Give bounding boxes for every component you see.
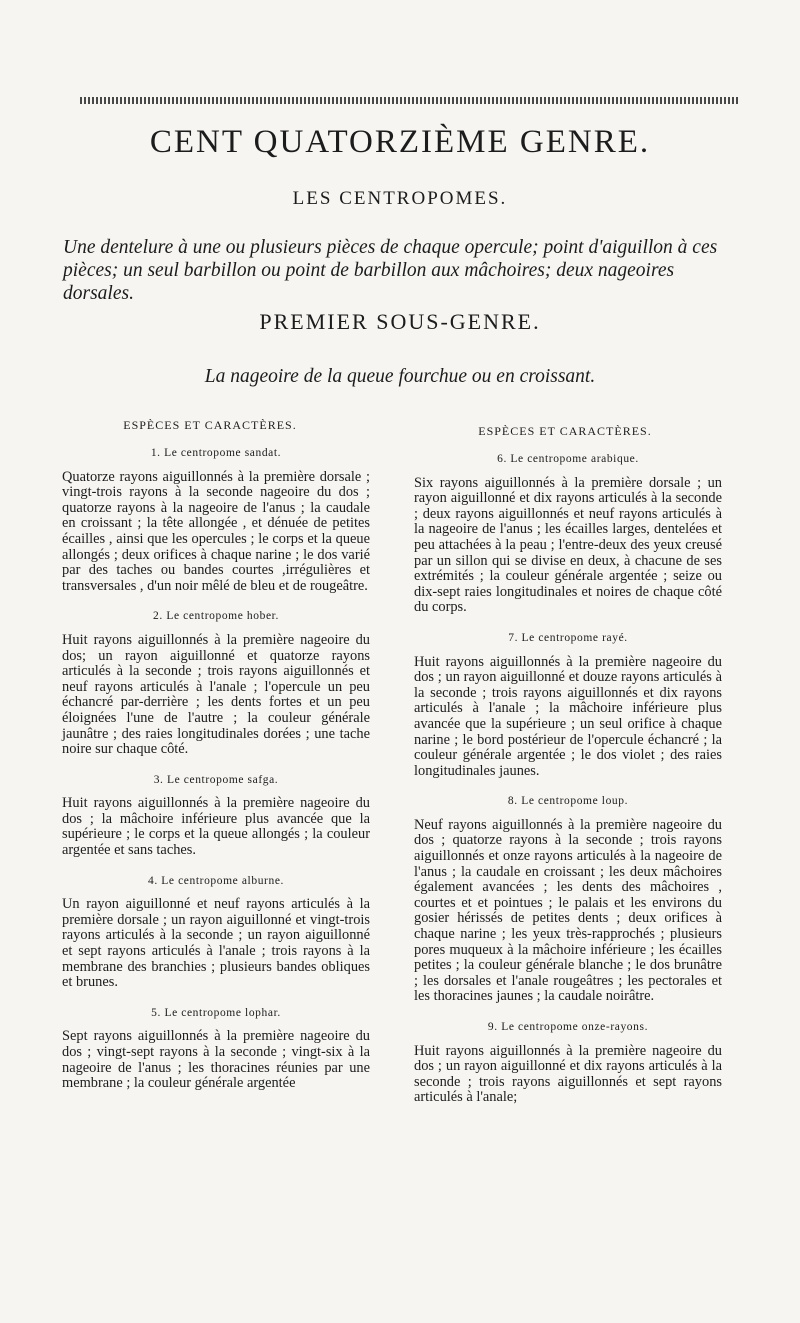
species-title: 7. Le centropome rayé.	[508, 631, 628, 644]
species-title: 4. Le centropome alburne.	[147, 874, 285, 887]
right-column-heading: ESPÈCES ET CARACTÈRES.	[478, 424, 652, 438]
left-column-heading: ESPÈCES ET CARACTÈRES.	[123, 418, 297, 432]
species-description: Un rayon aiguillonné et neuf rayons articulés à la première dorsale ; un rayon aiguillonné et vingt-trois rayons articulés à la seconde ; un rayon aiguillonné et sept rayons articulés à l'anale ; trois rayons à la membrane des branchies ; plusieurs bandes obliques et brunes.	[62, 896, 370, 991]
species-entry	[414, 794, 722, 1005]
species-title: 6. Le centropome arabique.	[497, 453, 639, 465]
species-entry	[62, 1006, 370, 1092]
species-entry	[62, 609, 370, 757]
species-title: 8. Le centropome loup.	[507, 795, 629, 808]
genus-title: LES CENTROPOMES.	[292, 188, 508, 209]
right-species-column	[414, 452, 722, 1121]
species-entry	[62, 874, 370, 991]
species-entry	[62, 773, 370, 859]
subgenus-definition: La nageoire de la queue fourchue ou en croissant.	[204, 366, 596, 387]
species-description: Huit rayons aiguillonnés à la première nageoire du dos; un rayon aiguillonné et quatorze rayons articulés à la seconde ; trois rayons aiguillonnés et neuf rayons articulés à l'anale ; l'opercule un peu échancré par-derrière ; les dents fortes et un peu éloignées l'une de l'autre ; la couleur générale jaunâtre ; des raies longitudinales dorées ; une tache noire sur chaque côté.	[62, 631, 370, 758]
species-description: Neuf rayons aiguillonnés à la première nageoire du dos ; quatorze rayons à la seconde ; trois rayons aiguillonnés et onze rayons articulés à la nageoire de l'anus ; la caudale en croissant ; les deux mâchoires également avancées ; les dents des mâchoires , courtes et et pointues ; le palais et les environs du gosier hérissés de petites dents ; deux orifices à chaque narine ; les yeux très-rapprochés ; plusieurs pores muqueux à la mâchoire inférieure ; les écailles petites ; la couleur générale blanche ; le dos brunâtre ; les dorsales et l'anale rougeâtres ; les pectorales et les thoracines jaunes ; la caudale noirâtre.	[414, 816, 722, 1005]
page-title: CENT QUATORZIÈME GENRE.	[149, 124, 651, 160]
species-title: 2. Le centropome hober.	[153, 610, 279, 623]
left-species-column	[62, 446, 370, 1107]
species-title: 9. Le centropome onze-rayons.	[487, 1021, 649, 1033]
species-description: Quatorze rayons aiguillonnés à la première dorsale ; vingt-trois rayons à la seconde nageoire du dos ; quatorze rayons à la nageoire de l'anus ; la caudale en croissant ; la tête allongée , et dénuée de petites écailles , ainsi que les opercules ; le corps et la queue allongés ; deux orifices à chaque narine ; le dos varié par des taches ou bandes courtes ,irrégulières et transversales , d'un noir mêlé de bleu et de rougeâtre.	[62, 468, 370, 594]
species-entry	[414, 452, 722, 616]
header-ornament-rule	[80, 97, 740, 104]
species-title: 5. Le centropome lophar.	[151, 1006, 281, 1019]
species-entry	[414, 631, 722, 779]
genus-definition: Une dentelure à une ou plusieurs pièces de chaque opercule; point d'aiguillon à ces pièces; un seul barbillon ou point de barbillon aux mâchoires; deux nageoires dorsales.	[63, 237, 718, 304]
species-description: Huit rayons aiguillonnés à la première nageoire du dos ; un rayon aiguillonné et dix rayons articulés à la seconde ; trois rayons aiguillonnés et sept rayons articulés à l'anale;	[414, 1042, 722, 1106]
species-entry	[62, 446, 370, 594]
species-description: Sept rayons aiguillonnés à la première nageoire du dos ; vingt-sept rayons à la seconde ; vingt-six à la nageoire de l'anus ; les thoracines réunies par une membrane ; la couleur générale argentée	[62, 1028, 370, 1092]
species-title: 3. Le centropome safga.	[153, 773, 279, 786]
species-description: Huit rayons aiguillonnés à la première nageoire du dos ; la mâchoire inférieure plus avancée que la supérieure ; le corps et la queue allongés ; la couleur argentée et sans taches.	[62, 795, 370, 859]
species-description: Six rayons aiguillonnés à la première dorsale ; un rayon aiguillonné et dix rayons articulés à la seconde ; deux rayons aiguillonnés et neuf rayons articulés à la nageoire de l'anus ; les écailles larges, dentelées et peu attachées à la peau ; l'entre-deux des yeux creusé par un sillon qui se divise en deux, à chacune de ses extrémités ; la couleur générale argentée ; seize ou dix-sept raies longitudinales et noires de chaque côté du corps.	[414, 474, 722, 616]
species-entry	[414, 1020, 722, 1106]
species-title: 1. Le centropome sandat.	[150, 447, 282, 459]
subgenus-title: PREMIER SOUS-GENRE.	[259, 309, 541, 334]
species-description: Huit rayons aiguillonnés à la première nageoire du dos ; un rayon aiguillonné et douze rayons articulés à la seconde ; trois rayons aiguillonnés et dix rayons articulés à l'anale ; la mâchoire inférieure plus avancée que la supérieure ; un seul orifice à chaque narine ; le bord postérieur de l'opercule échancré ; la couleur générale argentée ; le dos violet ; des raies longitudinales jaunes.	[414, 653, 722, 779]
